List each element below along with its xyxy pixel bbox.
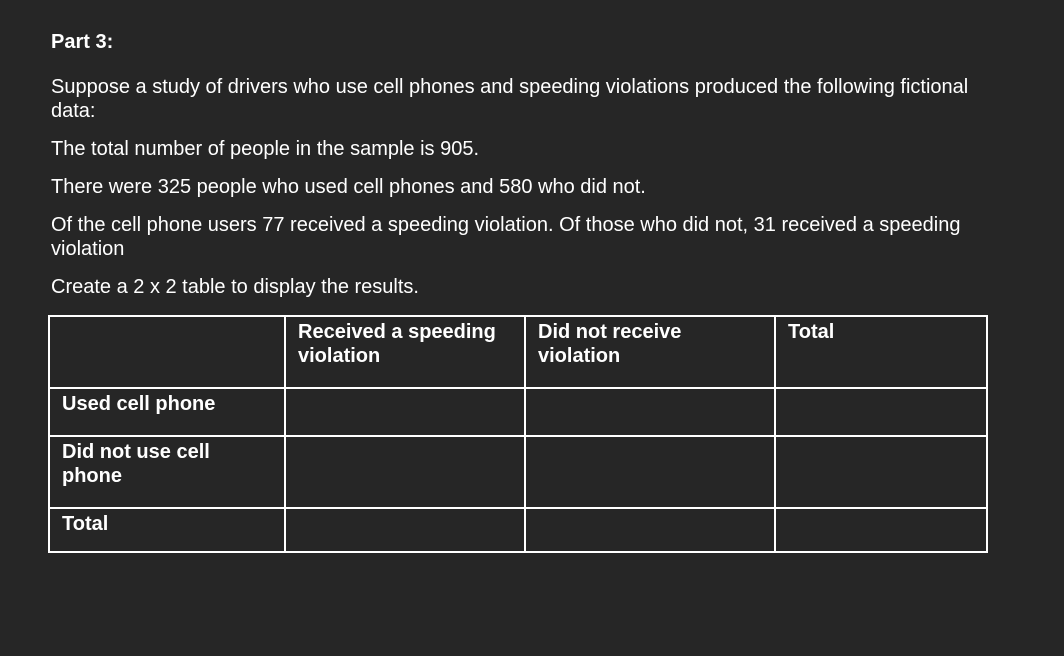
column-header-no-violation: Did not receive violation <box>525 316 775 388</box>
table-corner-cell <box>49 316 285 388</box>
cell-notused-total[interactable] <box>775 436 987 508</box>
two-by-two-table <box>48 315 988 553</box>
cell-notused-received[interactable] <box>285 436 525 508</box>
table-row-total <box>49 508 987 552</box>
table-row-used-cell-phone <box>49 388 987 436</box>
group-counts-paragraph: There were 325 people who used cell phones and 580 who did not. <box>51 176 646 198</box>
cell-grand-total[interactable] <box>775 508 987 552</box>
cell-total-received[interactable] <box>285 508 525 552</box>
table-header-row <box>49 316 987 388</box>
row-label-total: Total <box>49 508 285 552</box>
violations-paragraph: Of the cell phone users 77 received a speeding violation. Of those who did not, 31 received a speeding violation <box>51 214 961 260</box>
cell-used-not-received[interactable] <box>525 388 775 436</box>
column-header-total: Total <box>775 316 987 388</box>
cell-notused-not-received[interactable] <box>525 436 775 508</box>
cell-used-received[interactable] <box>285 388 525 436</box>
sample-size-paragraph: The total number of people in the sample is 905. <box>51 138 480 160</box>
row-label-did-not-use-cell-phone: Did not use cell phone <box>49 436 285 508</box>
column-header-received-violation: Received a speeding violation <box>285 316 525 388</box>
instruction-paragraph: Create a 2 x 2 table to display the results. <box>51 276 419 298</box>
row-label-used-cell-phone: Used cell phone <box>49 388 285 436</box>
intro-paragraph: Suppose a study of drivers who use cell phones and speeding violations produced the following fictional data: <box>51 76 969 122</box>
cell-used-total[interactable] <box>775 388 987 436</box>
question-content <box>51 30 991 313</box>
cell-total-not-received[interactable] <box>525 508 775 552</box>
table-row-did-not-use-cell-phone <box>49 436 987 508</box>
part-heading: Part 3: <box>51 31 114 53</box>
